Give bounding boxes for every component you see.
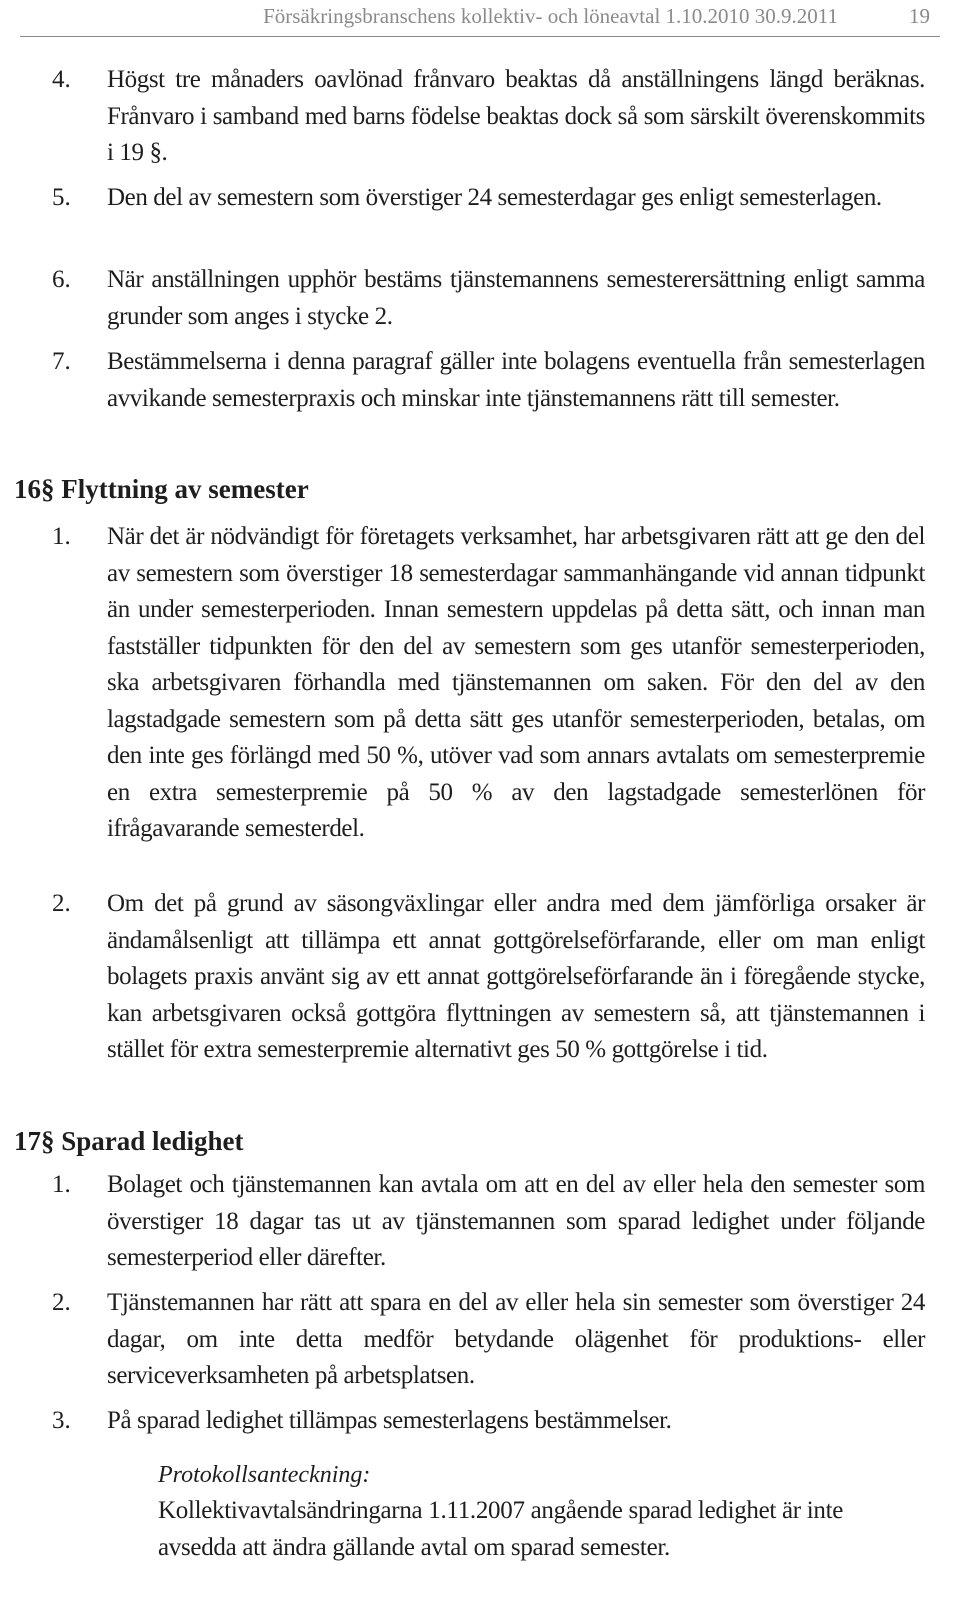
item-text: Bestämmelserna i denna paragraf gäller inte bolagens eventuella från semesterlagen avvikande semesterpraxis och minskar inte tjänstemannens rätt till semester.: [107, 348, 925, 412]
note-label: Protokollsanteckning:: [158, 1462, 371, 1488]
item-text: Om det på grund av säsongväxlingar eller andra med dem jämförliga orsaker är ändamålsenligt att tillämpa ett annat gottgörelseförfarande, eller om man enligt bolagets praxis använt sig av ett annat gottgörelseförfarande än i föregående stycke, kan arbetsgivaren också gottgöra flyttningen av semestern så, att tjänstemannen i stället för extra semesterpremie alternativt ges 50 % gottgörelse i tid.: [107, 890, 925, 1063]
item-text: Högst tre månaders oavlönad frånvaro beaktas då anställningens längd beräknas. Frånvaro i samband med barns födelse beaktas dock så som särskilt överenskommits i 19 §.: [107, 66, 925, 166]
item-text: Tjänstemannen har rätt att spara en del av eller hela sin semester som överstiger 24 dagar, om inte detta medför betydande olägenhet för produktions- eller serviceverksamheten på arbetsplatsen.: [107, 1289, 925, 1389]
item-number: 1.: [52, 523, 71, 550]
item-number: 3.: [52, 1407, 71, 1434]
section-heading: 17§ Sparad ledighet: [14, 1126, 244, 1156]
item-number: 7.: [52, 348, 71, 375]
note-text: Kollektivavtalsändringarna 1.11.2007 angående sparad ledighet är inte avsedda att ändra gällande avtal om sparad semester.: [158, 1497, 844, 1561]
item-text: Bolaget och tjänstemannen kan avtala om att en del av eller hela den semester som överstiger 18 dagar tas ut av tjänstemannen som sparad ledighet under följande semesterperiod eller därefter.: [107, 1171, 925, 1271]
item-number: 5.: [52, 184, 71, 211]
item-text: Den del av semestern som överstiger 24 semesterdagar ges enligt semesterlagen.: [107, 184, 882, 211]
item-text: När anställningen upphör bestäms tjänstemannens semesterersättning enligt samma grunder som anges i stycke 2.: [107, 266, 925, 330]
item-number: 1.: [52, 1171, 71, 1198]
item-number: 4.: [52, 66, 71, 93]
item-text: När det är nödvändigt för företagets verksamhet, har arbetsgivaren rätt att ge den del av semestern som överstiger 18 semesterdagar sammanhängande vid annan tidpunkt än under semesterperioden. Innan semestern uppdelas på detta sätt, och innan man fastställer tidpunkten för den del av semestern som ges utanför semesterperioden, ska arbetsgivaren förhandla med tjänstemannen om saken. För den del av den lagstadgade semestern som på detta sätt ges utanför semesterperioden, betalas, om den inte ges förlängd med 50 %, utöver vad som annars avtalats om semesterpremie en extra semesterpremie på 50 % av den lagstadgade semesterlönen för ifrågavarande semesterdel.: [107, 523, 925, 842]
page-number: 19: [909, 4, 930, 28]
item-number: 2.: [52, 890, 71, 917]
section-heading: 16§ Flyttning av semester: [14, 474, 309, 504]
header-title: Försäkringsbranschens kollektiv- och löneavtal 1.10.2010 30.9.2011: [263, 4, 838, 28]
item-text: På sparad ledighet tillämpas semesterlagens bestämmelser.: [107, 1407, 672, 1434]
item-number: 2.: [52, 1289, 71, 1316]
item-number: 6.: [52, 266, 71, 293]
running-header: [20, 0, 940, 37]
